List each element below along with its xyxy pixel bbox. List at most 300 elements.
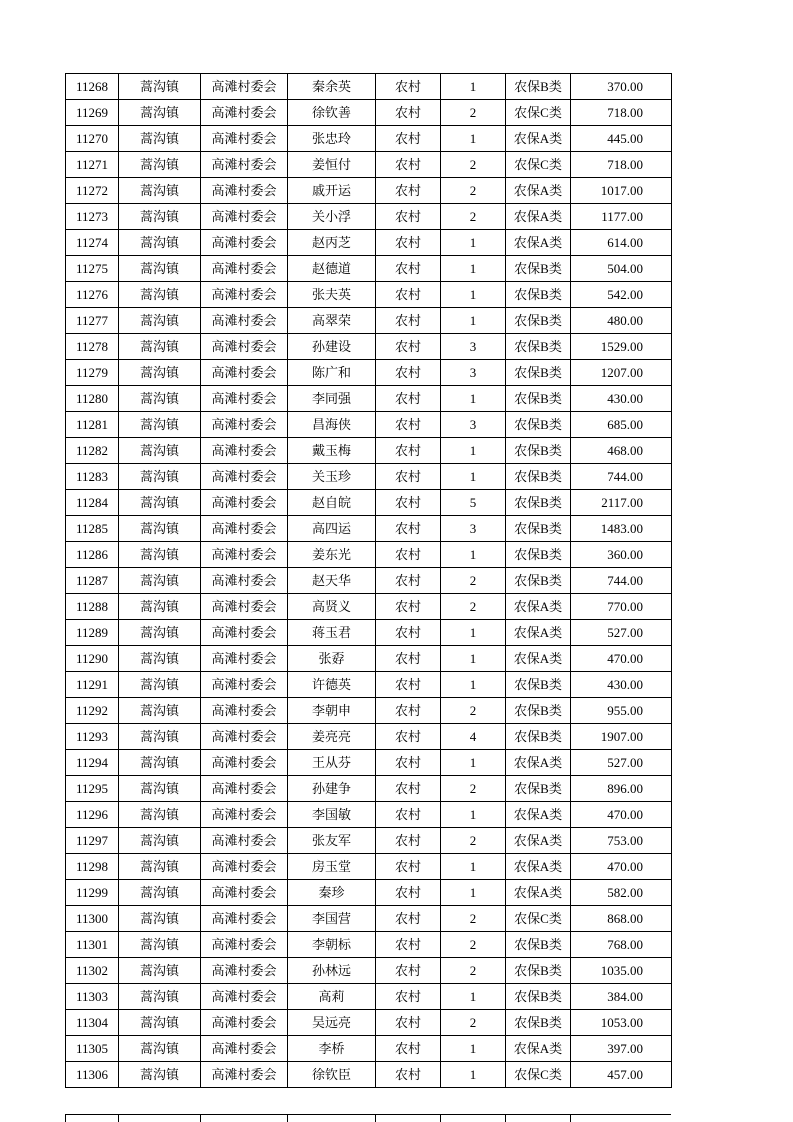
cell-town: 蒿沟镇	[119, 880, 201, 906]
cell-person-count: 5	[441, 490, 506, 516]
cell-residence-type: 农村	[376, 490, 441, 516]
table-row	[66, 984, 672, 1010]
cell-person-count: 1	[441, 1062, 506, 1088]
cell-town: 蒿沟镇	[119, 672, 201, 698]
cell-person-count: 1	[441, 74, 506, 100]
cell-village-committee: 高滩村委会	[201, 360, 288, 386]
cell-record-id: 11276	[66, 282, 119, 308]
cell-record-id: 11293	[66, 724, 119, 750]
cell-amount: 470.00	[571, 646, 672, 672]
cell-insurance-category: 农保B类	[506, 672, 571, 698]
cell-record-id: 11287	[66, 568, 119, 594]
cell-insurance-category: 农保A类	[506, 828, 571, 854]
cell-person-name: 张忠玲	[288, 126, 376, 152]
table-row	[66, 802, 672, 828]
cell-amount: 770.00	[571, 594, 672, 620]
table-row	[66, 412, 672, 438]
cell-residence-type: 农村	[376, 646, 441, 672]
cell-insurance-category: 农保B类	[506, 412, 571, 438]
cell-person-name: 高翠荣	[288, 308, 376, 334]
cell-amount: 542.00	[571, 282, 672, 308]
table-row	[66, 464, 672, 490]
cell-amount: 2117.00	[571, 490, 672, 516]
cell-village-committee: 高滩村委会	[201, 646, 288, 672]
cell-person-name: 李朝申	[288, 698, 376, 724]
partial-cell	[288, 1115, 376, 1122]
cell-insurance-category: 农保B类	[506, 74, 571, 100]
records-table	[65, 73, 672, 1088]
cell-amount: 1177.00	[571, 204, 672, 230]
cell-town: 蒿沟镇	[119, 568, 201, 594]
table-row	[66, 932, 672, 958]
cell-record-id: 11299	[66, 880, 119, 906]
cell-person-name: 徐钦臣	[288, 1062, 376, 1088]
cell-residence-type: 农村	[376, 178, 441, 204]
cell-insurance-category: 农保A类	[506, 750, 571, 776]
cell-person-count: 2	[441, 776, 506, 802]
cell-insurance-category: 农保C类	[506, 906, 571, 932]
cell-person-count: 3	[441, 412, 506, 438]
cell-record-id: 11281	[66, 412, 119, 438]
cell-village-committee: 高滩村委会	[201, 256, 288, 282]
cell-residence-type: 农村	[376, 620, 441, 646]
cell-insurance-category: 农保B类	[506, 334, 571, 360]
cell-town: 蒿沟镇	[119, 308, 201, 334]
cell-amount: 1017.00	[571, 178, 672, 204]
cell-insurance-category: 农保A类	[506, 594, 571, 620]
cell-insurance-category: 农保C类	[506, 100, 571, 126]
table-row	[66, 230, 672, 256]
cell-residence-type: 农村	[376, 854, 441, 880]
cell-person-count: 3	[441, 334, 506, 360]
cell-record-id: 11295	[66, 776, 119, 802]
cell-residence-type: 农村	[376, 464, 441, 490]
partial-cell	[441, 1115, 506, 1122]
table-row	[66, 334, 672, 360]
cell-town: 蒿沟镇	[119, 620, 201, 646]
cell-person-count: 2	[441, 906, 506, 932]
cell-residence-type: 农村	[376, 724, 441, 750]
cell-person-count: 1	[441, 126, 506, 152]
cell-village-committee: 高滩村委会	[201, 100, 288, 126]
cell-town: 蒿沟镇	[119, 594, 201, 620]
cell-town: 蒿沟镇	[119, 984, 201, 1010]
cell-residence-type: 农村	[376, 906, 441, 932]
cell-residence-type: 农村	[376, 802, 441, 828]
cell-amount: 470.00	[571, 802, 672, 828]
cell-town: 蒿沟镇	[119, 386, 201, 412]
cell-insurance-category: 农保A类	[506, 620, 571, 646]
table-row	[66, 386, 672, 412]
cell-residence-type: 农村	[376, 750, 441, 776]
cell-person-name: 高莉	[288, 984, 376, 1010]
cell-person-name: 关小浮	[288, 204, 376, 230]
cell-person-name: 吴远亮	[288, 1010, 376, 1036]
cell-town: 蒿沟镇	[119, 230, 201, 256]
cell-residence-type: 农村	[376, 308, 441, 334]
cell-village-committee: 高滩村委会	[201, 412, 288, 438]
cell-person-count: 2	[441, 1010, 506, 1036]
cell-insurance-category: 农保A类	[506, 854, 571, 880]
cell-village-committee: 高滩村委会	[201, 490, 288, 516]
cell-village-committee: 高滩村委会	[201, 178, 288, 204]
cell-amount: 430.00	[571, 386, 672, 412]
cell-residence-type: 农村	[376, 204, 441, 230]
cell-person-name: 孙林远	[288, 958, 376, 984]
cell-village-committee: 高滩村委会	[201, 542, 288, 568]
cell-amount: 614.00	[571, 230, 672, 256]
cell-town: 蒿沟镇	[119, 334, 201, 360]
cell-person-name: 高四运	[288, 516, 376, 542]
cell-record-id: 11270	[66, 126, 119, 152]
cell-record-id: 11296	[66, 802, 119, 828]
cell-town: 蒿沟镇	[119, 100, 201, 126]
cell-residence-type: 农村	[376, 594, 441, 620]
cell-village-committee: 高滩村委会	[201, 828, 288, 854]
cell-residence-type: 农村	[376, 1062, 441, 1088]
cell-person-name: 蒋玉君	[288, 620, 376, 646]
cell-village-committee: 高滩村委会	[201, 620, 288, 646]
cell-town: 蒿沟镇	[119, 802, 201, 828]
cell-residence-type: 农村	[376, 230, 441, 256]
cell-insurance-category: 农保B类	[506, 568, 571, 594]
cell-record-id: 11289	[66, 620, 119, 646]
table-row	[66, 880, 672, 906]
table-row	[66, 958, 672, 984]
cell-person-count: 1	[441, 230, 506, 256]
cell-insurance-category: 农保B类	[506, 932, 571, 958]
cell-record-id: 11283	[66, 464, 119, 490]
cell-insurance-category: 农保A类	[506, 230, 571, 256]
cell-record-id: 11272	[66, 178, 119, 204]
cell-village-committee: 高滩村委会	[201, 698, 288, 724]
cell-amount: 1035.00	[571, 958, 672, 984]
cell-amount: 468.00	[571, 438, 672, 464]
cell-amount: 685.00	[571, 412, 672, 438]
partial-cell	[376, 1115, 441, 1122]
cell-person-name: 李同强	[288, 386, 376, 412]
cell-village-committee: 高滩村委会	[201, 230, 288, 256]
table-row	[66, 516, 672, 542]
cell-record-id: 11290	[66, 646, 119, 672]
cell-record-id: 11288	[66, 594, 119, 620]
cell-residence-type: 农村	[376, 958, 441, 984]
cell-town: 蒿沟镇	[119, 412, 201, 438]
cell-record-id: 11300	[66, 906, 119, 932]
cell-person-count: 1	[441, 620, 506, 646]
cell-record-id: 11277	[66, 308, 119, 334]
partial-cell	[66, 1115, 119, 1122]
table-row	[66, 256, 672, 282]
table-row	[66, 438, 672, 464]
table-row	[66, 672, 672, 698]
cell-village-committee: 高滩村委会	[201, 880, 288, 906]
table-row	[66, 906, 672, 932]
cell-amount: 1207.00	[571, 360, 672, 386]
cell-insurance-category: 农保C类	[506, 152, 571, 178]
cell-person-count: 1	[441, 802, 506, 828]
cell-town: 蒿沟镇	[119, 828, 201, 854]
cell-town: 蒿沟镇	[119, 516, 201, 542]
cell-village-committee: 高滩村委会	[201, 932, 288, 958]
cell-record-id: 11269	[66, 100, 119, 126]
cell-village-committee: 高滩村委会	[201, 906, 288, 932]
cell-amount: 445.00	[571, 126, 672, 152]
table-row	[66, 568, 672, 594]
cell-village-committee: 高滩村委会	[201, 1062, 288, 1088]
cell-person-count: 1	[441, 750, 506, 776]
cell-residence-type: 农村	[376, 74, 441, 100]
cell-record-id: 11305	[66, 1036, 119, 1062]
cell-residence-type: 农村	[376, 126, 441, 152]
cell-record-id: 11274	[66, 230, 119, 256]
cell-person-name: 李国敏	[288, 802, 376, 828]
cell-amount: 1529.00	[571, 334, 672, 360]
cell-person-name: 秦珍	[288, 880, 376, 906]
cell-amount: 744.00	[571, 568, 672, 594]
table-row	[66, 490, 672, 516]
cell-person-count: 2	[441, 698, 506, 724]
cell-person-count: 1	[441, 464, 506, 490]
cell-person-name: 赵天华	[288, 568, 376, 594]
cell-town: 蒿沟镇	[119, 490, 201, 516]
cell-village-committee: 高滩村委会	[201, 984, 288, 1010]
cell-village-committee: 高滩村委会	[201, 958, 288, 984]
cell-person-count: 1	[441, 672, 506, 698]
table-row	[66, 100, 672, 126]
cell-town: 蒿沟镇	[119, 204, 201, 230]
cell-town: 蒿沟镇	[119, 178, 201, 204]
cell-amount: 470.00	[571, 854, 672, 880]
cell-town: 蒿沟镇	[119, 854, 201, 880]
cell-town: 蒿沟镇	[119, 1036, 201, 1062]
cell-village-committee: 高滩村委会	[201, 74, 288, 100]
table-row	[66, 698, 672, 724]
cell-person-name: 李桥	[288, 1036, 376, 1062]
cell-village-committee: 高滩村委会	[201, 126, 288, 152]
cell-record-id: 11301	[66, 932, 119, 958]
cell-record-id: 11297	[66, 828, 119, 854]
table-row	[66, 828, 672, 854]
cell-person-count: 1	[441, 256, 506, 282]
cell-record-id: 11271	[66, 152, 119, 178]
cell-insurance-category: 农保B类	[506, 984, 571, 1010]
cell-village-committee: 高滩村委会	[201, 672, 288, 698]
cell-village-committee: 高滩村委会	[201, 282, 288, 308]
cell-village-committee: 高滩村委会	[201, 1036, 288, 1062]
table-row	[66, 178, 672, 204]
cell-town: 蒿沟镇	[119, 152, 201, 178]
cell-residence-type: 农村	[376, 152, 441, 178]
cell-amount: 718.00	[571, 152, 672, 178]
cell-village-committee: 高滩村委会	[201, 802, 288, 828]
table-row	[66, 360, 672, 386]
table-row	[66, 282, 672, 308]
cell-person-name: 赵自皖	[288, 490, 376, 516]
cell-village-committee: 高滩村委会	[201, 516, 288, 542]
cell-residence-type: 农村	[376, 828, 441, 854]
cell-village-committee: 高滩村委会	[201, 152, 288, 178]
cell-record-id: 11273	[66, 204, 119, 230]
table-row	[66, 542, 672, 568]
cell-record-id: 11280	[66, 386, 119, 412]
cell-record-id: 11292	[66, 698, 119, 724]
cell-residence-type: 农村	[376, 932, 441, 958]
cell-person-count: 1	[441, 1036, 506, 1062]
cell-person-name: 徐钦善	[288, 100, 376, 126]
cell-town: 蒿沟镇	[119, 776, 201, 802]
cell-record-id: 11294	[66, 750, 119, 776]
cell-town: 蒿沟镇	[119, 256, 201, 282]
cell-person-name: 赵德道	[288, 256, 376, 282]
cell-town: 蒿沟镇	[119, 724, 201, 750]
cell-town: 蒿沟镇	[119, 1010, 201, 1036]
cell-person-count: 2	[441, 152, 506, 178]
cell-record-id: 11279	[66, 360, 119, 386]
cell-person-name: 姜亮亮	[288, 724, 376, 750]
partial-row	[66, 1115, 672, 1122]
cell-insurance-category: 农保B类	[506, 958, 571, 984]
cell-person-name: 李国营	[288, 906, 376, 932]
cell-amount: 955.00	[571, 698, 672, 724]
cell-amount: 370.00	[571, 74, 672, 100]
table-row	[66, 594, 672, 620]
cell-person-name: 李朝标	[288, 932, 376, 958]
cell-amount: 582.00	[571, 880, 672, 906]
cell-town: 蒿沟镇	[119, 1062, 201, 1088]
cell-residence-type: 农村	[376, 880, 441, 906]
cell-village-committee: 高滩村委会	[201, 204, 288, 230]
cell-person-name: 张夫英	[288, 282, 376, 308]
cell-insurance-category: 农保B类	[506, 516, 571, 542]
cell-town: 蒿沟镇	[119, 126, 201, 152]
table-row	[66, 1010, 672, 1036]
table-row	[66, 620, 672, 646]
cell-record-id: 11302	[66, 958, 119, 984]
table-row	[66, 1036, 672, 1062]
cell-amount: 744.00	[571, 464, 672, 490]
table-row	[66, 126, 672, 152]
cell-town: 蒿沟镇	[119, 906, 201, 932]
cell-village-committee: 高滩村委会	[201, 776, 288, 802]
cell-residence-type: 农村	[376, 256, 441, 282]
cell-amount: 527.00	[571, 750, 672, 776]
cell-insurance-category: 农保A类	[506, 126, 571, 152]
cell-residence-type: 农村	[376, 672, 441, 698]
partial-cell	[119, 1115, 201, 1122]
cell-residence-type: 农村	[376, 334, 441, 360]
cell-record-id: 11284	[66, 490, 119, 516]
cell-person-name: 王从芬	[288, 750, 376, 776]
cell-residence-type: 农村	[376, 542, 441, 568]
cell-record-id: 11298	[66, 854, 119, 880]
cell-insurance-category: 农保B类	[506, 282, 571, 308]
cell-village-committee: 高滩村委会	[201, 724, 288, 750]
cell-village-committee: 高滩村委会	[201, 308, 288, 334]
cell-amount: 868.00	[571, 906, 672, 932]
cell-person-count: 1	[441, 282, 506, 308]
cell-person-count: 3	[441, 360, 506, 386]
cell-residence-type: 农村	[376, 282, 441, 308]
cell-record-id: 11306	[66, 1062, 119, 1088]
cell-residence-type: 农村	[376, 438, 441, 464]
table-row	[66, 750, 672, 776]
cell-insurance-category: 农保A类	[506, 880, 571, 906]
cell-insurance-category: 农保B类	[506, 360, 571, 386]
cell-insurance-category: 农保B类	[506, 308, 571, 334]
cell-insurance-category: 农保B类	[506, 542, 571, 568]
cell-person-name: 戚开运	[288, 178, 376, 204]
cell-insurance-category: 农保A类	[506, 802, 571, 828]
cell-amount: 527.00	[571, 620, 672, 646]
cell-town: 蒿沟镇	[119, 932, 201, 958]
cell-town: 蒿沟镇	[119, 74, 201, 100]
cell-person-name: 赵丙芝	[288, 230, 376, 256]
cell-amount: 1483.00	[571, 516, 672, 542]
table-row	[66, 646, 672, 672]
cell-person-count: 2	[441, 828, 506, 854]
cell-insurance-category: 农保B类	[506, 1010, 571, 1036]
cell-record-id: 11285	[66, 516, 119, 542]
cell-insurance-category: 农保A类	[506, 178, 571, 204]
cell-person-count: 2	[441, 568, 506, 594]
cell-person-name: 昌海侠	[288, 412, 376, 438]
cell-residence-type: 农村	[376, 698, 441, 724]
cell-record-id: 11268	[66, 74, 119, 100]
cell-person-count: 1	[441, 984, 506, 1010]
cell-person-count: 1	[441, 438, 506, 464]
cell-amount: 360.00	[571, 542, 672, 568]
cell-insurance-category: 农保B类	[506, 438, 571, 464]
cell-town: 蒿沟镇	[119, 750, 201, 776]
next-page-partial-row	[65, 1114, 671, 1122]
cell-person-count: 2	[441, 178, 506, 204]
cell-residence-type: 农村	[376, 776, 441, 802]
cell-insurance-category: 农保C类	[506, 1062, 571, 1088]
cell-village-committee: 高滩村委会	[201, 568, 288, 594]
cell-person-count: 1	[441, 646, 506, 672]
cell-town: 蒿沟镇	[119, 360, 201, 386]
cell-person-count: 2	[441, 594, 506, 620]
cell-person-name: 许德英	[288, 672, 376, 698]
cell-amount: 430.00	[571, 672, 672, 698]
cell-person-count: 2	[441, 204, 506, 230]
cell-person-name: 姜恒付	[288, 152, 376, 178]
cell-person-name: 孙建争	[288, 776, 376, 802]
cell-insurance-category: 农保B类	[506, 386, 571, 412]
cell-village-committee: 高滩村委会	[201, 854, 288, 880]
partial-cell	[506, 1115, 571, 1122]
cell-village-committee: 高滩村委会	[201, 386, 288, 412]
cell-town: 蒿沟镇	[119, 542, 201, 568]
cell-insurance-category: 农保A类	[506, 204, 571, 230]
cell-person-count: 2	[441, 958, 506, 984]
cell-person-count: 1	[441, 308, 506, 334]
cell-person-name: 房玉堂	[288, 854, 376, 880]
cell-insurance-category: 农保B类	[506, 776, 571, 802]
cell-amount: 896.00	[571, 776, 672, 802]
cell-person-count: 4	[441, 724, 506, 750]
cell-residence-type: 农村	[376, 1036, 441, 1062]
records-body	[66, 74, 672, 1088]
cell-person-name: 张孬	[288, 646, 376, 672]
cell-person-count: 3	[441, 516, 506, 542]
cell-insurance-category: 农保B类	[506, 256, 571, 282]
cell-person-name: 张友军	[288, 828, 376, 854]
cell-person-name: 戴玉梅	[288, 438, 376, 464]
cell-person-name: 陈广和	[288, 360, 376, 386]
cell-insurance-category: 农保A类	[506, 1036, 571, 1062]
